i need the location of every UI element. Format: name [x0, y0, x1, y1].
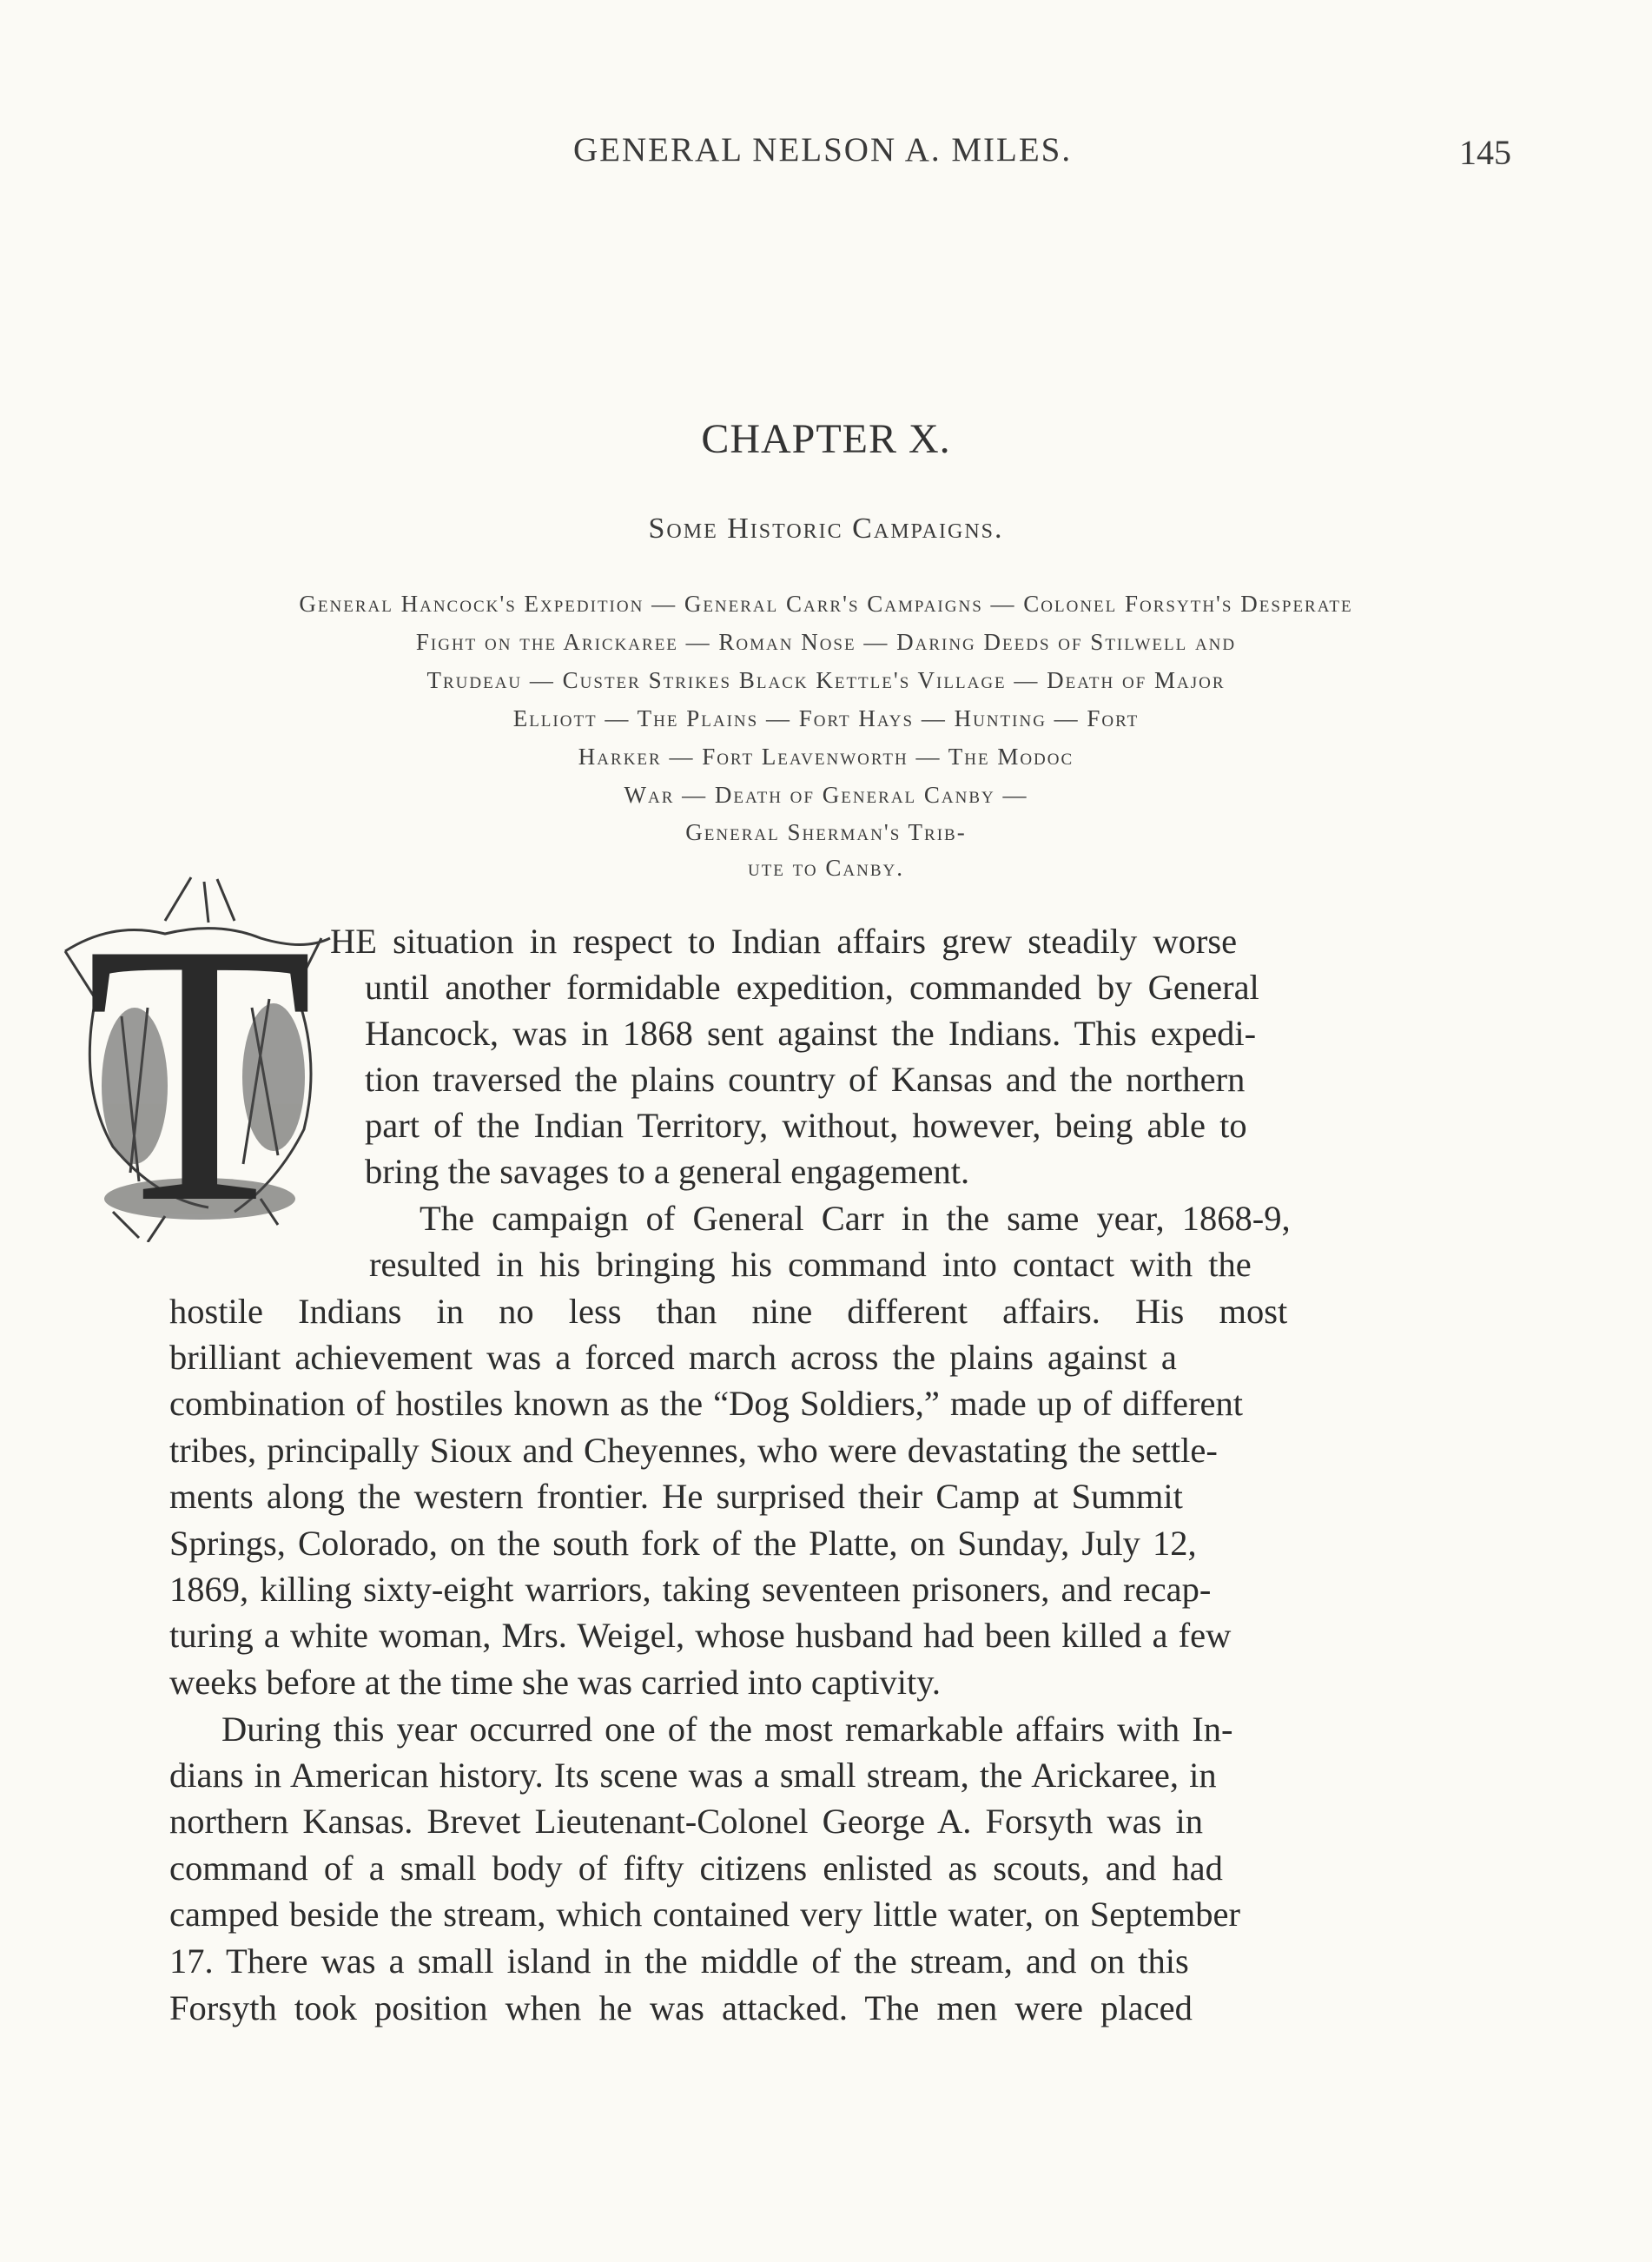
- chapter-title: CHAPTER X.: [701, 416, 951, 462]
- synopsis-line: General Hancock's Expedition — General Carr's Campaigns — Colonel Forsyth's Desperate: [299, 591, 1353, 617]
- dropcap-letter: T: [85, 869, 314, 1242]
- synopsis-line: War — Death of General Canby —: [624, 782, 1028, 808]
- text-line: tion traversed the plains country of Kansas and the northern: [365, 1060, 1246, 1099]
- synopsis-line: Fight on the Arickaree — Roman Nose — Daring Deeds of Stilwell and: [415, 629, 1237, 655]
- synopsis-line: ute to Canby.: [747, 855, 904, 881]
- synopsis-line: Harker — Fort Leavenworth — The Modoc: [578, 744, 1074, 770]
- synopsis-line: Elliott — The Plains — Fort Hays — Hunting — Fort: [512, 705, 1140, 731]
- chapter-subtitle: Some Historic Campaigns.: [648, 513, 1004, 545]
- text-line: dians in American history. Its scene was a small stream, the Arickaree, in: [169, 1756, 1217, 1795]
- text-line: part of the Indian Territory, without, however, being able to: [365, 1106, 1247, 1145]
- text-line: 1869, killing sixty-eight warriors, taking seventeen prisoners, and recap-: [169, 1570, 1212, 1609]
- text-line: command of a small body of fifty citizens enlisted as scouts, and had: [169, 1849, 1223, 1888]
- text-line: HE situation in respect to Indian affairs grew steadily worse: [330, 922, 1238, 961]
- synopsis-line: General Sherman's Trib-: [685, 819, 967, 845]
- text-line: turing a white woman, Mrs. Weigel, whose husband had been killed a few: [169, 1616, 1232, 1655]
- dropcap-illustration: [61, 869, 339, 1242]
- text-line: Forsyth took position when he was attacked. The men were placed: [169, 1988, 1193, 2027]
- text-line: During this year occurred one of the most remarkable affairs with In-: [221, 1710, 1233, 1749]
- text-line: The campaign of General Carr in the same year, 1868-9,: [420, 1199, 1291, 1238]
- text-line: Springs, Colorado, on the south fork of the Platte, on Sunday, July 12,: [169, 1524, 1197, 1563]
- running-head: GENERAL NELSON A. MILES.: [573, 131, 1073, 169]
- text-line: northern Kansas. Brevet Lieutenant-Colonel George A. Forsyth was in: [169, 1802, 1204, 1841]
- page-number: 145: [1459, 133, 1511, 172]
- synopsis-line: Trudeau — Custer Strikes Black Kettle's Village — Death of Major: [426, 667, 1226, 693]
- text-line: tribes, principally Sioux and Cheyennes, who were devastating the settle-: [169, 1431, 1218, 1470]
- text-line: weeks before at the time she was carried into captivity.: [169, 1663, 942, 1702]
- text-line: Hancock, was in 1868 sent against the Indians. This expedi-: [365, 1014, 1257, 1053]
- text-line: combination of hostiles known as the “Dog Soldiers,” made up of different: [169, 1384, 1243, 1423]
- text-line: camped beside the stream, which contained very little water, on September: [169, 1895, 1240, 1934]
- text-line: hostile Indians in no less than nine different affairs. His most: [169, 1292, 1288, 1331]
- text-line: resulted in his bringing his command into contact with the: [369, 1245, 1252, 1284]
- text-line: until another formidable expedition, commanded by General: [365, 968, 1259, 1007]
- text-line: 17. There was a small island in the middle of the stream, and on this: [169, 1941, 1189, 1981]
- text-line: ments along the western frontier. He surprised their Camp at Summit: [169, 1477, 1183, 1516]
- text-line: bring the savages to a general engagement.: [365, 1152, 970, 1191]
- text-line: brilliant achievement was a forced march across the plains against a: [169, 1338, 1177, 1377]
